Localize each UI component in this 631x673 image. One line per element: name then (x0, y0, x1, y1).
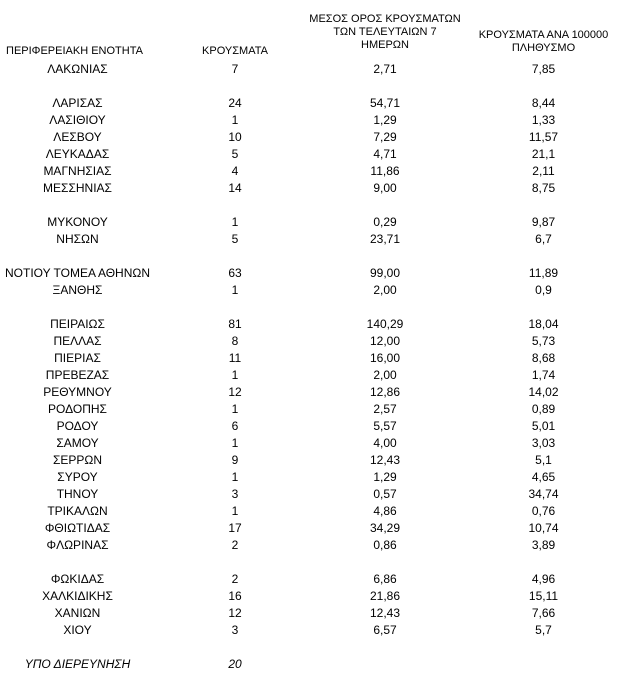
region-name-cell: ΦΘΙΩΤΙΔΑΣ (44, 521, 111, 535)
cases-cell: 24 (228, 96, 242, 110)
header-seven-day-average (300, 13, 470, 52)
per-100000-cell: 0,9 (535, 283, 552, 297)
header-region: ΠΕΡΙΦΕΡΕΙΑΚΗ ΕΝΟΤΗΤΑ (6, 45, 143, 57)
seven-day-average-cell: 6,86 (373, 572, 397, 586)
per-100000-cell: 0,76 (531, 504, 556, 518)
header-avg-line2: ΤΩΝ ΤΕΛΕΥΤΑΙΩΝ 7 (333, 26, 437, 38)
cases-cell: 81 (228, 317, 242, 331)
seven-day-average-cell: 54,71 (369, 96, 401, 110)
table-row (0, 469, 631, 486)
per-100000-cell: 34,74 (528, 487, 559, 501)
header-per-100000 (456, 29, 631, 55)
seven-day-average-cell: 12,00 (369, 334, 401, 348)
table-row (0, 129, 631, 146)
per-100000-cell: 5,1 (535, 453, 552, 467)
seven-day-average-cell: 23,71 (369, 232, 401, 246)
region-name-cell: ΥΠΟ ΔΙΕΡΕΥΝΗΣΗ (24, 657, 131, 671)
per-100000-cell: 0,89 (531, 402, 556, 416)
per-100000-cell: 14,02 (528, 385, 559, 399)
cases-cell: 3 (231, 487, 239, 501)
region-name-cell: ΣΑΜΟΥ (56, 436, 99, 450)
table-row (0, 537, 631, 554)
seven-day-average-cell: 16,00 (369, 351, 401, 365)
region-name-cell: ΜΥΚΟΝΟΥ (47, 215, 108, 229)
cases-cell: 12 (228, 606, 242, 620)
seven-day-average-cell: 0,29 (373, 215, 397, 229)
region-name-cell: ΧΑΝΙΩΝ (54, 606, 101, 620)
per-100000-cell: 8,75 (531, 181, 556, 195)
cases-cell: 1 (231, 470, 239, 484)
region-name-cell: ΡΟΔΟΥ (56, 419, 99, 433)
per-100000-cell: 3,03 (531, 436, 556, 450)
seven-day-average-cell: 12,43 (369, 453, 401, 467)
table-row (0, 520, 631, 537)
per-100000-cell: 5,73 (531, 334, 556, 348)
per-100000-cell: 1,33 (531, 113, 556, 127)
cases-cell: 12 (228, 385, 242, 399)
region-name-cell: ΝΟΤΙΟΥ ΤΟΜΕΑ ΑΘΗΝΩΝ (4, 266, 151, 280)
table-row (0, 282, 631, 299)
cases-cell: 17 (228, 521, 242, 535)
region-name-cell: ΦΩΚΙΔΑΣ (50, 572, 105, 586)
cases-cell: 1 (231, 504, 239, 518)
per-100000-cell: 7,85 (531, 62, 556, 76)
per-100000-cell: 21,1 (531, 147, 556, 161)
header-avg-line1: ΜΕΣΟΣ ΟΡΟΣ ΚΡΟΥΣΜΑΤΩΝ (309, 13, 461, 25)
region-name-cell: ΛΑΚΩΝΙΑΣ (47, 62, 108, 76)
region-name-cell: ΧΙΟΥ (63, 623, 92, 637)
table-row (0, 316, 631, 333)
cases-cell: 16 (228, 589, 242, 603)
row-spacer (0, 299, 631, 316)
seven-day-average-cell: 0,57 (373, 487, 397, 501)
region-name-cell: ΜΕΣΣΗΝΙΑΣ (43, 181, 112, 195)
cases-cell: 1 (231, 368, 239, 382)
region-name-cell: ΡΕΘΥΜΝΟΥ (43, 385, 112, 399)
seven-day-average-cell: 2,57 (373, 402, 397, 416)
per-100000-cell: 4,65 (531, 470, 556, 484)
table-row (0, 95, 631, 112)
per-100000-cell: 3,89 (531, 538, 556, 552)
cases-cell: 5 (231, 232, 239, 246)
per-100000-cell: 5,01 (531, 419, 556, 433)
region-name-cell: ΠΕΙΡΑΙΩΣ (50, 317, 105, 331)
region-name-cell: ΜΑΓΝΗΣΙΑΣ (43, 164, 112, 178)
cases-cell: 2 (231, 572, 239, 586)
header-per-line2: ΠΛΗΘΥΣΜΟ (511, 42, 576, 54)
cases-cell: 10 (228, 130, 242, 144)
table-row (0, 571, 631, 588)
seven-day-average-cell: 99,00 (369, 266, 401, 280)
table-row (0, 401, 631, 418)
seven-day-average-cell: 34,29 (369, 521, 401, 535)
table-row (0, 435, 631, 452)
seven-day-average-cell: 4,00 (373, 436, 397, 450)
table-row (0, 588, 631, 605)
seven-day-average-cell: 4,86 (373, 504, 397, 518)
per-100000-cell: 8,44 (531, 96, 556, 110)
cases-cell: 7 (231, 62, 239, 76)
per-100000-cell: 5,7 (535, 623, 552, 637)
region-name-cell: ΛΑΣΙΘΙΟΥ (49, 113, 106, 127)
table-row (0, 656, 631, 673)
region-name-cell: ΤΗΝΟΥ (56, 487, 99, 501)
region-name-cell: ΠΙΕΡΙΑΣ (54, 351, 101, 365)
table-row (0, 605, 631, 622)
per-100000-cell: 18,04 (528, 317, 559, 331)
seven-day-average-cell: 140,29 (366, 317, 404, 331)
table-row (0, 622, 631, 639)
header-cases: ΚΡΟΥΣΜΑΤΑ (202, 45, 268, 57)
cases-cell: 9 (231, 453, 239, 467)
region-name-cell: ΞΑΝΘΗΣ (52, 283, 103, 297)
per-100000-cell: 10,74 (528, 521, 559, 535)
table-row (0, 384, 631, 401)
region-name-cell: ΧΑΛΚΙΔΙΚΗΣ (42, 589, 113, 603)
row-spacer (0, 554, 631, 571)
row-spacer (0, 248, 631, 265)
region-name-cell: ΣΕΡΡΩΝ (52, 453, 103, 467)
seven-day-average-cell: 0,86 (373, 538, 397, 552)
region-name-cell: ΝΗΣΩΝ (56, 232, 99, 246)
cases-cell: 8 (231, 334, 239, 348)
region-name-cell: ΤΡΙΚΑΛΩΝ (47, 504, 108, 518)
table-row (0, 333, 631, 350)
per-100000-cell: 4,96 (531, 572, 556, 586)
region-name-cell: ΡΟΔΟΠΗΣ (48, 402, 107, 416)
table-row (0, 214, 631, 231)
cases-cell: 4 (231, 164, 239, 178)
region-name-cell: ΛΑΡΙΣΑΣ (52, 96, 103, 110)
region-name-cell: ΠΕΛΛΑΣ (53, 334, 102, 348)
seven-day-average-cell: 4,71 (373, 147, 397, 161)
region-name-cell: ΛΕΣΒΟΥ (53, 130, 102, 144)
region-name-cell: ΛΕΥΚΑΔΑΣ (45, 147, 110, 161)
cases-cell: 1 (231, 283, 239, 297)
table-row (0, 163, 631, 180)
per-100000-cell: 2,11 (532, 164, 555, 178)
cases-cell: 14 (228, 181, 242, 195)
table-row (0, 265, 631, 282)
per-100000-cell: 1,74 (531, 368, 556, 382)
seven-day-average-cell: 12,43 (369, 606, 401, 620)
region-name-cell: ΦΛΩΡΙΝΑΣ (46, 538, 109, 552)
cases-cell: 3 (231, 623, 239, 637)
seven-day-average-cell: 6,57 (373, 623, 397, 637)
cases-cell: 6 (231, 419, 239, 433)
table-row (0, 486, 631, 503)
cases-cell: 63 (228, 266, 242, 280)
seven-day-average-cell: 2,71 (373, 62, 397, 76)
table-row (0, 146, 631, 163)
cases-cell: 2 (231, 538, 239, 552)
seven-day-average-cell: 5,57 (373, 419, 397, 433)
seven-day-average-cell: 1,29 (373, 470, 397, 484)
header-per-line1: ΚΡΟΥΣΜΑΤΑ ΑΝΑ 100000 (478, 29, 609, 41)
cases-cell: 1 (231, 436, 239, 450)
per-100000-cell: 9,87 (531, 215, 556, 229)
header-avg-line3: ΗΜΕΡΩΝ (361, 39, 409, 51)
per-100000-cell: 11,89 (528, 266, 559, 280)
seven-day-average-cell: 1,29 (373, 113, 397, 127)
table-row (0, 418, 631, 435)
table-body (0, 61, 631, 673)
cases-cell: 11 (228, 351, 242, 365)
cases-cell: 1 (231, 113, 239, 127)
cases-cell: 20 (228, 657, 242, 671)
cases-cell: 5 (231, 147, 239, 161)
row-spacer (0, 78, 631, 95)
per-100000-cell: 7,66 (531, 606, 556, 620)
region-name-cell: ΣΥΡΟΥ (57, 470, 98, 484)
table-row (0, 350, 631, 367)
row-spacer (0, 197, 631, 214)
table-row (0, 452, 631, 469)
region-name-cell: ΠΡΕΒΕΖΑΣ (45, 368, 110, 382)
row-spacer (0, 639, 631, 656)
seven-day-average-cell: 11,86 (370, 164, 400, 178)
seven-day-average-cell: 2,00 (373, 368, 397, 382)
cases-cell: 1 (231, 402, 239, 416)
seven-day-average-cell: 9,00 (373, 181, 397, 195)
seven-day-average-cell: 21,86 (369, 589, 401, 603)
table-row (0, 180, 631, 197)
table-row (0, 61, 631, 78)
cases-cell: 1 (231, 215, 239, 229)
seven-day-average-cell: 2,00 (373, 283, 397, 297)
per-100000-cell: 6,7 (535, 232, 552, 246)
per-100000-cell: 11,57 (528, 130, 559, 144)
per-100000-cell: 8,68 (531, 351, 556, 365)
table-row (0, 112, 631, 129)
table-row (0, 231, 631, 248)
per-100000-cell: 15,11 (528, 589, 559, 603)
table-row (0, 503, 631, 520)
seven-day-average-cell: 12,86 (369, 385, 401, 399)
seven-day-average-cell: 7,29 (373, 130, 397, 144)
table-row (0, 367, 631, 384)
